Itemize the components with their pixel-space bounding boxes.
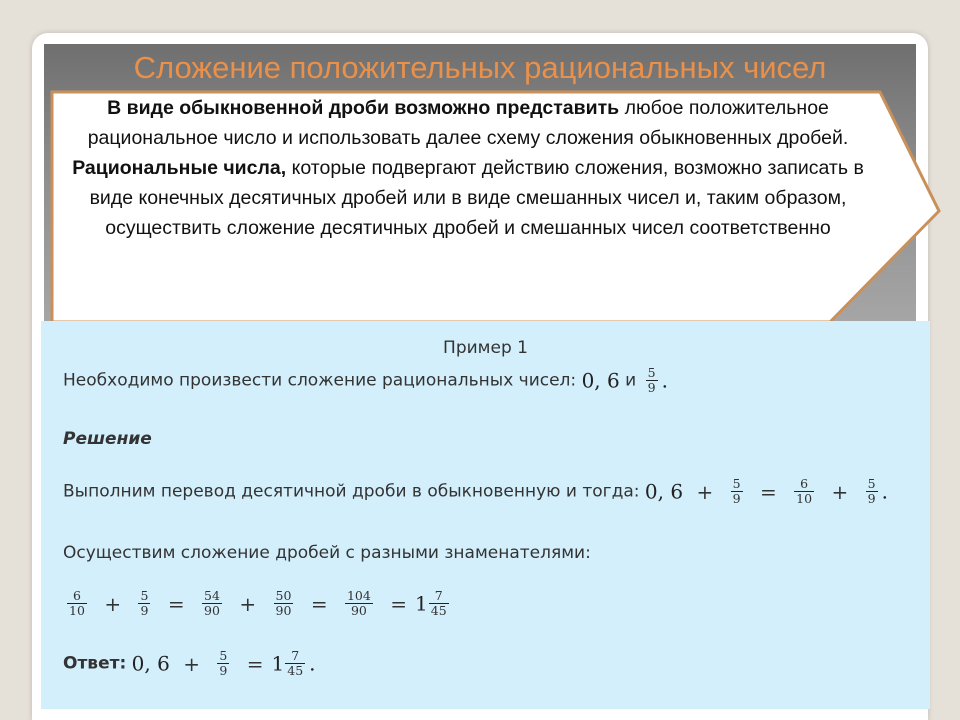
plus-sign: + <box>696 479 714 504</box>
equals-sign: = <box>390 591 408 616</box>
equals-sign: = <box>760 479 777 504</box>
fraction-5-9 <box>646 366 658 395</box>
task-line <box>63 366 668 395</box>
fraction-5-9 <box>138 589 150 618</box>
fraction-5-9 <box>866 477 878 506</box>
example-title: Пример 1 <box>443 338 528 358</box>
fraction-104-90 <box>345 589 373 618</box>
slide-title: Сложение положительных рациональных чисел <box>133 50 827 85</box>
plus-sign: + <box>239 591 257 616</box>
example-panel <box>41 321 930 709</box>
answer-line <box>63 649 316 678</box>
arrow-text <box>58 93 878 243</box>
period: . <box>661 368 668 393</box>
step1-decimal: 0, 6 <box>644 479 684 504</box>
task-and: и <box>625 370 637 391</box>
paragraph-1-rest: любое положительное рациональное число и использовать далее схему сложения обыкновенных дробей. <box>87 97 849 149</box>
fraction-7-45 <box>285 649 305 678</box>
solution-label: Решение <box>63 429 152 449</box>
numerator: 5 <box>140 588 149 603</box>
denominator: 9 <box>140 603 149 618</box>
plus-sign: + <box>183 651 200 676</box>
denominator: 45 <box>287 663 304 678</box>
paragraph-2-rest: которые подвергают действию сложения, возможно записать в виде конечных десятичных дробей или в виде смешанных чисел и, таким образом, осуществить сложение десятичных дробей и смешанных чисел соответственно <box>89 157 864 239</box>
denominator: 9 <box>647 380 656 395</box>
period: . <box>309 651 316 676</box>
step1-line <box>63 477 888 506</box>
numerator: 6 <box>794 477 814 492</box>
denominator: 9 <box>867 491 876 506</box>
numerator: 7 <box>285 649 305 664</box>
period: . <box>881 479 888 504</box>
equals-sign: = <box>167 591 185 616</box>
fraction-6-10 <box>67 589 87 618</box>
fraction-50-90 <box>274 589 294 618</box>
step2-text: Осуществим сложение дробей с разными знаменателями: <box>63 543 591 563</box>
denominator: 45 <box>430 603 447 618</box>
denominator: 90 <box>204 603 220 618</box>
fraction-6-10 <box>794 477 814 506</box>
numerator: 54 <box>204 588 220 603</box>
denominator: 10 <box>796 491 813 506</box>
plus-sign: + <box>831 479 849 504</box>
denominator: 9 <box>732 491 741 506</box>
numerator: 5 <box>647 365 656 380</box>
numerator: 5 <box>219 648 228 663</box>
fraction-5-9 <box>217 649 229 678</box>
step1-text: Выполним перевод десятичной дроби в обыкновенную и тогда: <box>63 481 640 502</box>
task-decimal: 0, 6 <box>581 368 620 393</box>
numerator: 104 <box>346 588 371 603</box>
denominator: 10 <box>69 603 85 618</box>
denominator: 9 <box>219 663 228 678</box>
calculation-line <box>63 589 453 618</box>
denominator: 90 <box>275 603 292 618</box>
fraction-5-9 <box>731 477 743 506</box>
answer-decimal: 0, 6 <box>131 651 170 676</box>
equals-sign: = <box>310 591 328 616</box>
paragraph-2-bold: Рациональные числа, <box>72 157 287 179</box>
denominator: 90 <box>350 603 367 618</box>
equals-sign: = <box>246 651 264 676</box>
numerator: 6 <box>67 589 87 604</box>
paragraph-1-bold: В виде обыкновенной дроби возможно представить <box>107 97 620 119</box>
whole-part: 1 <box>271 651 285 676</box>
numerator: 5 <box>732 476 741 491</box>
fraction-54-90 <box>202 589 222 618</box>
fraction-7-45 <box>429 589 449 618</box>
whole-part: 1 <box>415 591 428 616</box>
numerator: 7 <box>429 589 449 604</box>
answer-label: Ответ: <box>63 653 127 674</box>
numerator: 50 <box>275 588 292 603</box>
paragraph-2 <box>58 153 878 243</box>
plus-sign: + <box>104 591 122 616</box>
paragraph-1 <box>58 93 878 153</box>
numerator: 5 <box>867 476 876 491</box>
task-text: Необходимо произвести сложение рациональных чисел: <box>63 370 577 391</box>
